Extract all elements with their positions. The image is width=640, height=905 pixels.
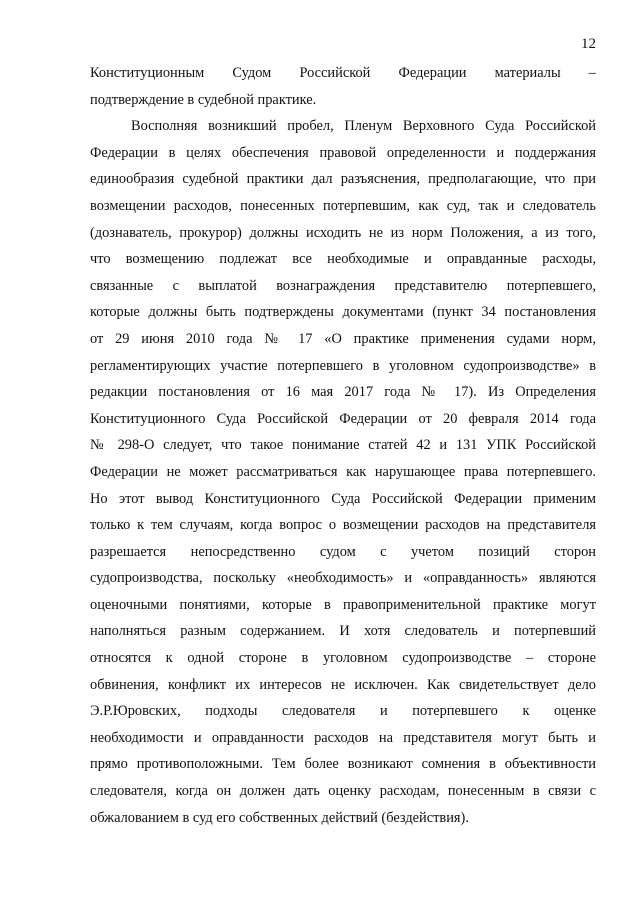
page-number: 12 (581, 36, 596, 52)
text-line: разрешается непосредственно судом с учетом позиций сторон (90, 543, 596, 560)
document-body (90, 60, 596, 831)
text-line: подтверждение в судебной практике. (90, 91, 317, 108)
paragraph-main (90, 113, 596, 831)
text-line: Федерации в целях обеспечения правовой определенности и поддержания (90, 144, 596, 161)
text-line: № 298-О следует, что такое понимание статей 42 и 131 УПК Российской (90, 437, 596, 454)
text-line: Конституционного Суда Российской Федерации от 20 февраля 2014 года (90, 410, 596, 427)
text-line: что возмещению подлежат все необходимые и оправданные расходы, (90, 251, 596, 268)
text-line: судопроизводства, поскольку «необходимость» и «оправданность» являются (90, 570, 596, 587)
text-line: необходимости и оправданности расходов на представителя могут быть и (90, 729, 596, 746)
text-line: регламентирующих участие потерпевшего в уголовном судопроизводстве» в (90, 357, 596, 374)
text-line: относятся к одной стороне в уголовном судопроизводстве – стороне (90, 650, 596, 667)
text-line: Восполняя возникший пробел, Пленум Верховного Суда Российской (131, 118, 596, 135)
text-line: которые должны быть подтверждены документами (пункт 34 постановления (90, 304, 596, 321)
text-line: единообразия судебной практики дал разъяснения, предполагающие, что при (90, 171, 596, 188)
text-line: оценочными понятиями, которые в правоприменительной практике могут (90, 596, 596, 613)
text-line: наполняться разным содержанием. И хотя следователь и потерпевший (90, 623, 596, 640)
text-line: только к тем случаям, когда вопрос о возмещении расходов на представителя (90, 517, 596, 534)
text-line: прямо противоположными. Тем более возникают сомнения в объективности (90, 756, 596, 773)
text-line: от 29 июня 2010 года № 17 «О практике применения судами норм, (90, 330, 596, 347)
text-line: Федерации не может рассматриваться как нарушающее права потерпевшего. (90, 463, 596, 480)
text-line: обвинения, конфликт их интересов не исключен. Как свидетельствует дело (90, 676, 596, 693)
text-line: связанные с выплатой вознаграждения представителю потерпевшего, (90, 277, 596, 294)
text-line: Конституционным Судом Российской Федерации материалы – (90, 65, 596, 81)
text-line: Э.Р.Юровских, подходы следователя и потерпевшего к оценке (90, 703, 596, 720)
text-line: возмещении расходов, понесенных потерпевшим, как суд, так и следователь (90, 197, 596, 214)
text-line: обжалованием в суд его собственных действий (бездействия). (90, 809, 469, 826)
text-line: Но этот вывод Конституционного Суда Российской Федерации применим (90, 490, 596, 507)
text-line: редакции постановления от 16 мая 2017 года № 17). Из Определения (90, 384, 596, 401)
text-line: следователя, когда он должен дать оценку расходам, понесенным в связи с (90, 783, 596, 800)
text-line: (дознаватель, прокурор) должны исходить не из норм Положения, а из того, (90, 224, 596, 241)
paragraph-continuation (90, 60, 596, 113)
